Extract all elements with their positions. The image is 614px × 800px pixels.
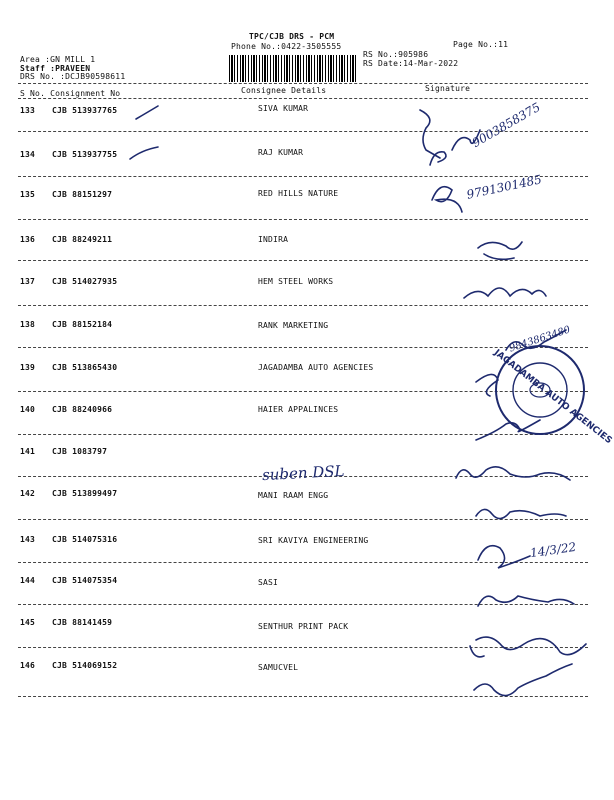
row-number: 146 [20, 661, 36, 670]
column-header-consignee: Consignee Details [241, 86, 327, 95]
column-header-signature: Signature [425, 84, 471, 93]
rs-date: RS Date:14-Mar-2022 [363, 59, 459, 68]
row-number: 139 [20, 363, 36, 372]
consignee-name: RED HILLS NATURE [258, 189, 339, 198]
consignee-name: RAJ KUMAR [258, 148, 304, 157]
consignment-number: CJB 1083797 [52, 447, 108, 456]
row-number: 141 [20, 447, 36, 456]
handwritten-phone: 9843863480 [507, 324, 572, 355]
page-number: Page No.:11 [453, 40, 509, 49]
row-number: 138 [20, 320, 36, 329]
row-number: 137 [20, 277, 36, 286]
rs-number: RS No.:905986 [363, 50, 429, 59]
handwritten-date: 14/3/22 [529, 539, 578, 561]
handwritten-phone: 9003858375 [469, 99, 543, 151]
consignee-name: HAIER APPALINCES [258, 405, 339, 414]
row-number: 135 [20, 190, 36, 199]
column-header-sno: S No. Consignment No [20, 89, 121, 98]
consignee-name: SASI [258, 578, 279, 587]
staff-label: Staff :PRAVEEN [20, 64, 91, 73]
consignment-number: CJB 513937755 [52, 150, 118, 159]
row-number: 136 [20, 235, 36, 244]
consignee-name: SIVA KUMAR [258, 104, 309, 113]
consignment-number: CJB 514027935 [52, 277, 118, 286]
consignment-number: CJB 513899497 [52, 489, 118, 498]
consignment-number: CJB 88152184 [52, 320, 113, 329]
consignment-number: CJB 514075354 [52, 576, 118, 585]
phone-number: Phone No.:0422-3505555 [231, 42, 342, 51]
consignment-number: CJB 88151297 [52, 190, 113, 199]
row-number: 143 [20, 535, 36, 544]
row-number: 142 [20, 489, 36, 498]
consignment-number: CJB 514069152 [52, 661, 118, 670]
consignee-name: SRI KAVIYA ENGINEERING [258, 536, 369, 545]
consignee-name: HEM STEEL WORKS [258, 277, 334, 286]
consignee-name: MANI RAAM ENGG [258, 491, 329, 500]
consignment-number: CJB 514075316 [52, 535, 118, 544]
consignee-name: JAGADAMBA AUTO AGENCIES [258, 363, 374, 372]
consignment-number: CJB 88141459 [52, 618, 113, 627]
page-title: TPC/CJB DRS - PCM [249, 32, 335, 41]
consignee-name: SENTHUR PRINT PACK [258, 622, 349, 631]
row-number: 144 [20, 576, 36, 585]
stamp-text: JAGADAMBA AUTO AGENCIES [491, 348, 614, 447]
consignee-name: SAMUCVEL [258, 663, 299, 672]
drs-number: DRS No. :DCJB90598611 [20, 72, 126, 81]
consignment-number: CJB 513937765 [52, 106, 118, 115]
row-number: 134 [20, 150, 36, 159]
area-label: Area :GN MILL 1 [20, 55, 96, 64]
handwritten-phone: 9791301485 [465, 172, 543, 202]
consignment-number: CJB 88240966 [52, 405, 113, 414]
consignee-name: INDIRA [258, 235, 289, 244]
row-number: 145 [20, 618, 36, 627]
row-number: 133 [20, 106, 36, 115]
consignment-number: CJB 513865430 [52, 363, 118, 372]
consignment-number: CJB 88249211 [52, 235, 113, 244]
consignee-name: RANK MARKETING [258, 321, 329, 330]
handwritten-note: suben DSL [261, 461, 345, 485]
row-number: 140 [20, 405, 36, 414]
